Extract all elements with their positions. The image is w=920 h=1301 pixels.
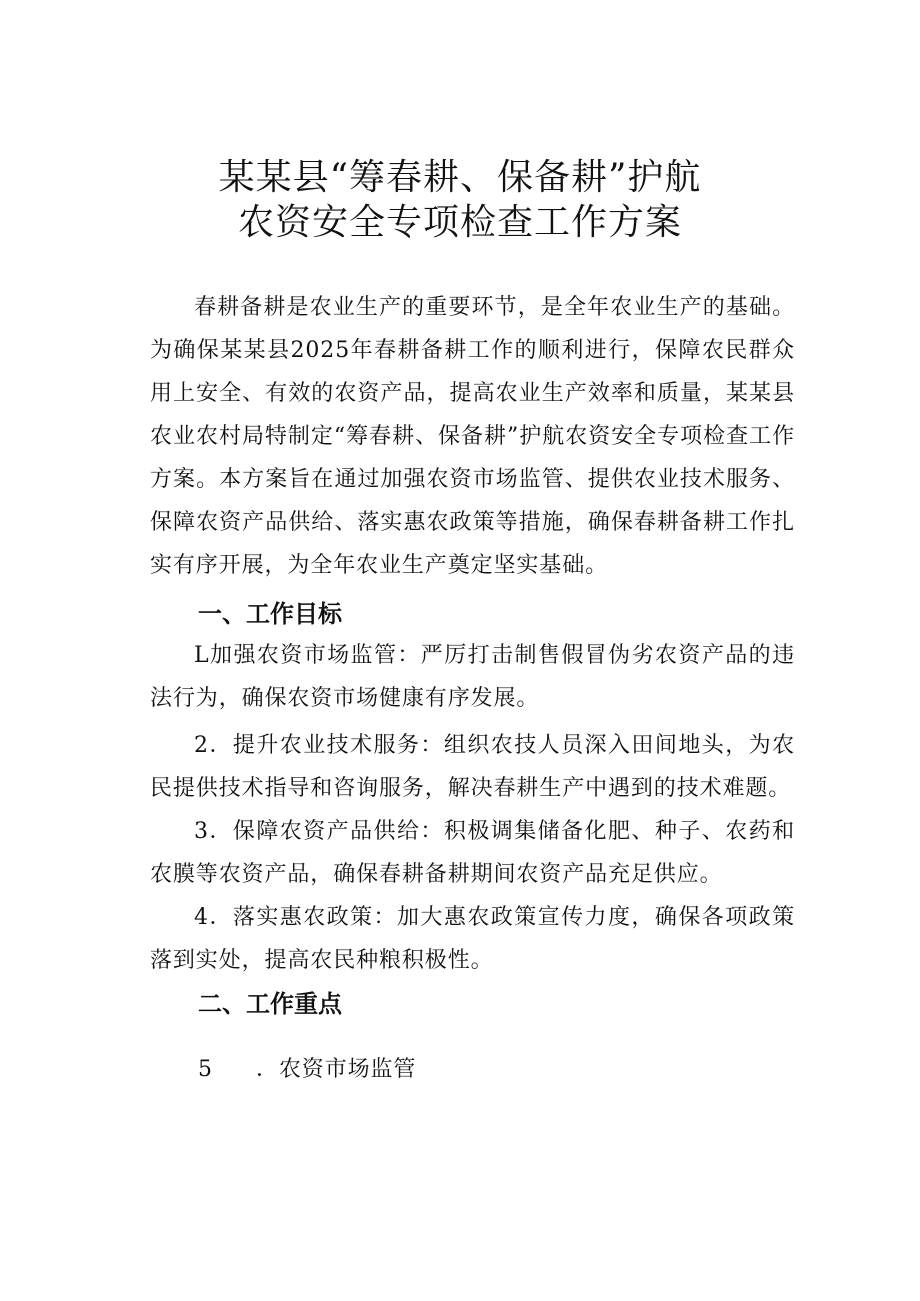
goal-item-4: 4．落实惠农政策：加大惠农政策宣传力度，确保各项政策落到实处，提高农民种粮积极性。: [150, 905, 795, 973]
intro-paragraph: 春耕备耕是农业生产的重要环节，是全年农业生产的基础。为确保某某县2025年春耕备耕工作的顺利进行，保障农民群众用上安全、有效的农资产品，提高农业生产效率和质量，某某县农业农村局特制定“筹春耕、保备耕”护航农资安全专项检查工作方案。本方案旨在通过加强农资市场监管、提供农业技术服务、保障农资产品供给、落实惠农政策等措施，确保春耕备耕工作扎实有序开展，为全年农业生产奠定坚实基础。: [150, 295, 795, 578]
goal-item-2: 2．提升农业技术服务：组织农技人员深入田间地头，为农民提供技术指导和咨询服务，解决春耕生产中遇到的技术难题。: [150, 733, 795, 801]
focus-sub-item: [198, 1050, 416, 1090]
focus-sub-item-text: ．农资市场监管: [256, 1057, 417, 1082]
document-title-line-2: 农资安全专项检查工作方案: [237, 202, 682, 243]
goal-item-3: 3．保障农资产品供给：积极调集储备化肥、种子、农药和农膜等农资产品，确保春耕备耕期间农资产品充足供应。: [150, 819, 795, 887]
section-heading-focus: 二、工作重点: [198, 990, 342, 1018]
focus-sub-item-number: 5: [198, 1057, 212, 1082]
document-title-line-1: 某某县“筹春耕、保备耕”护航: [218, 157, 702, 198]
goal-item-1: L加强农资市场监管：严厉打击制售假冒伪劣农资产品的违法行为，确保农资市场健康有序发展。: [150, 643, 795, 711]
section-heading-goals: 一、工作目标: [198, 600, 342, 628]
